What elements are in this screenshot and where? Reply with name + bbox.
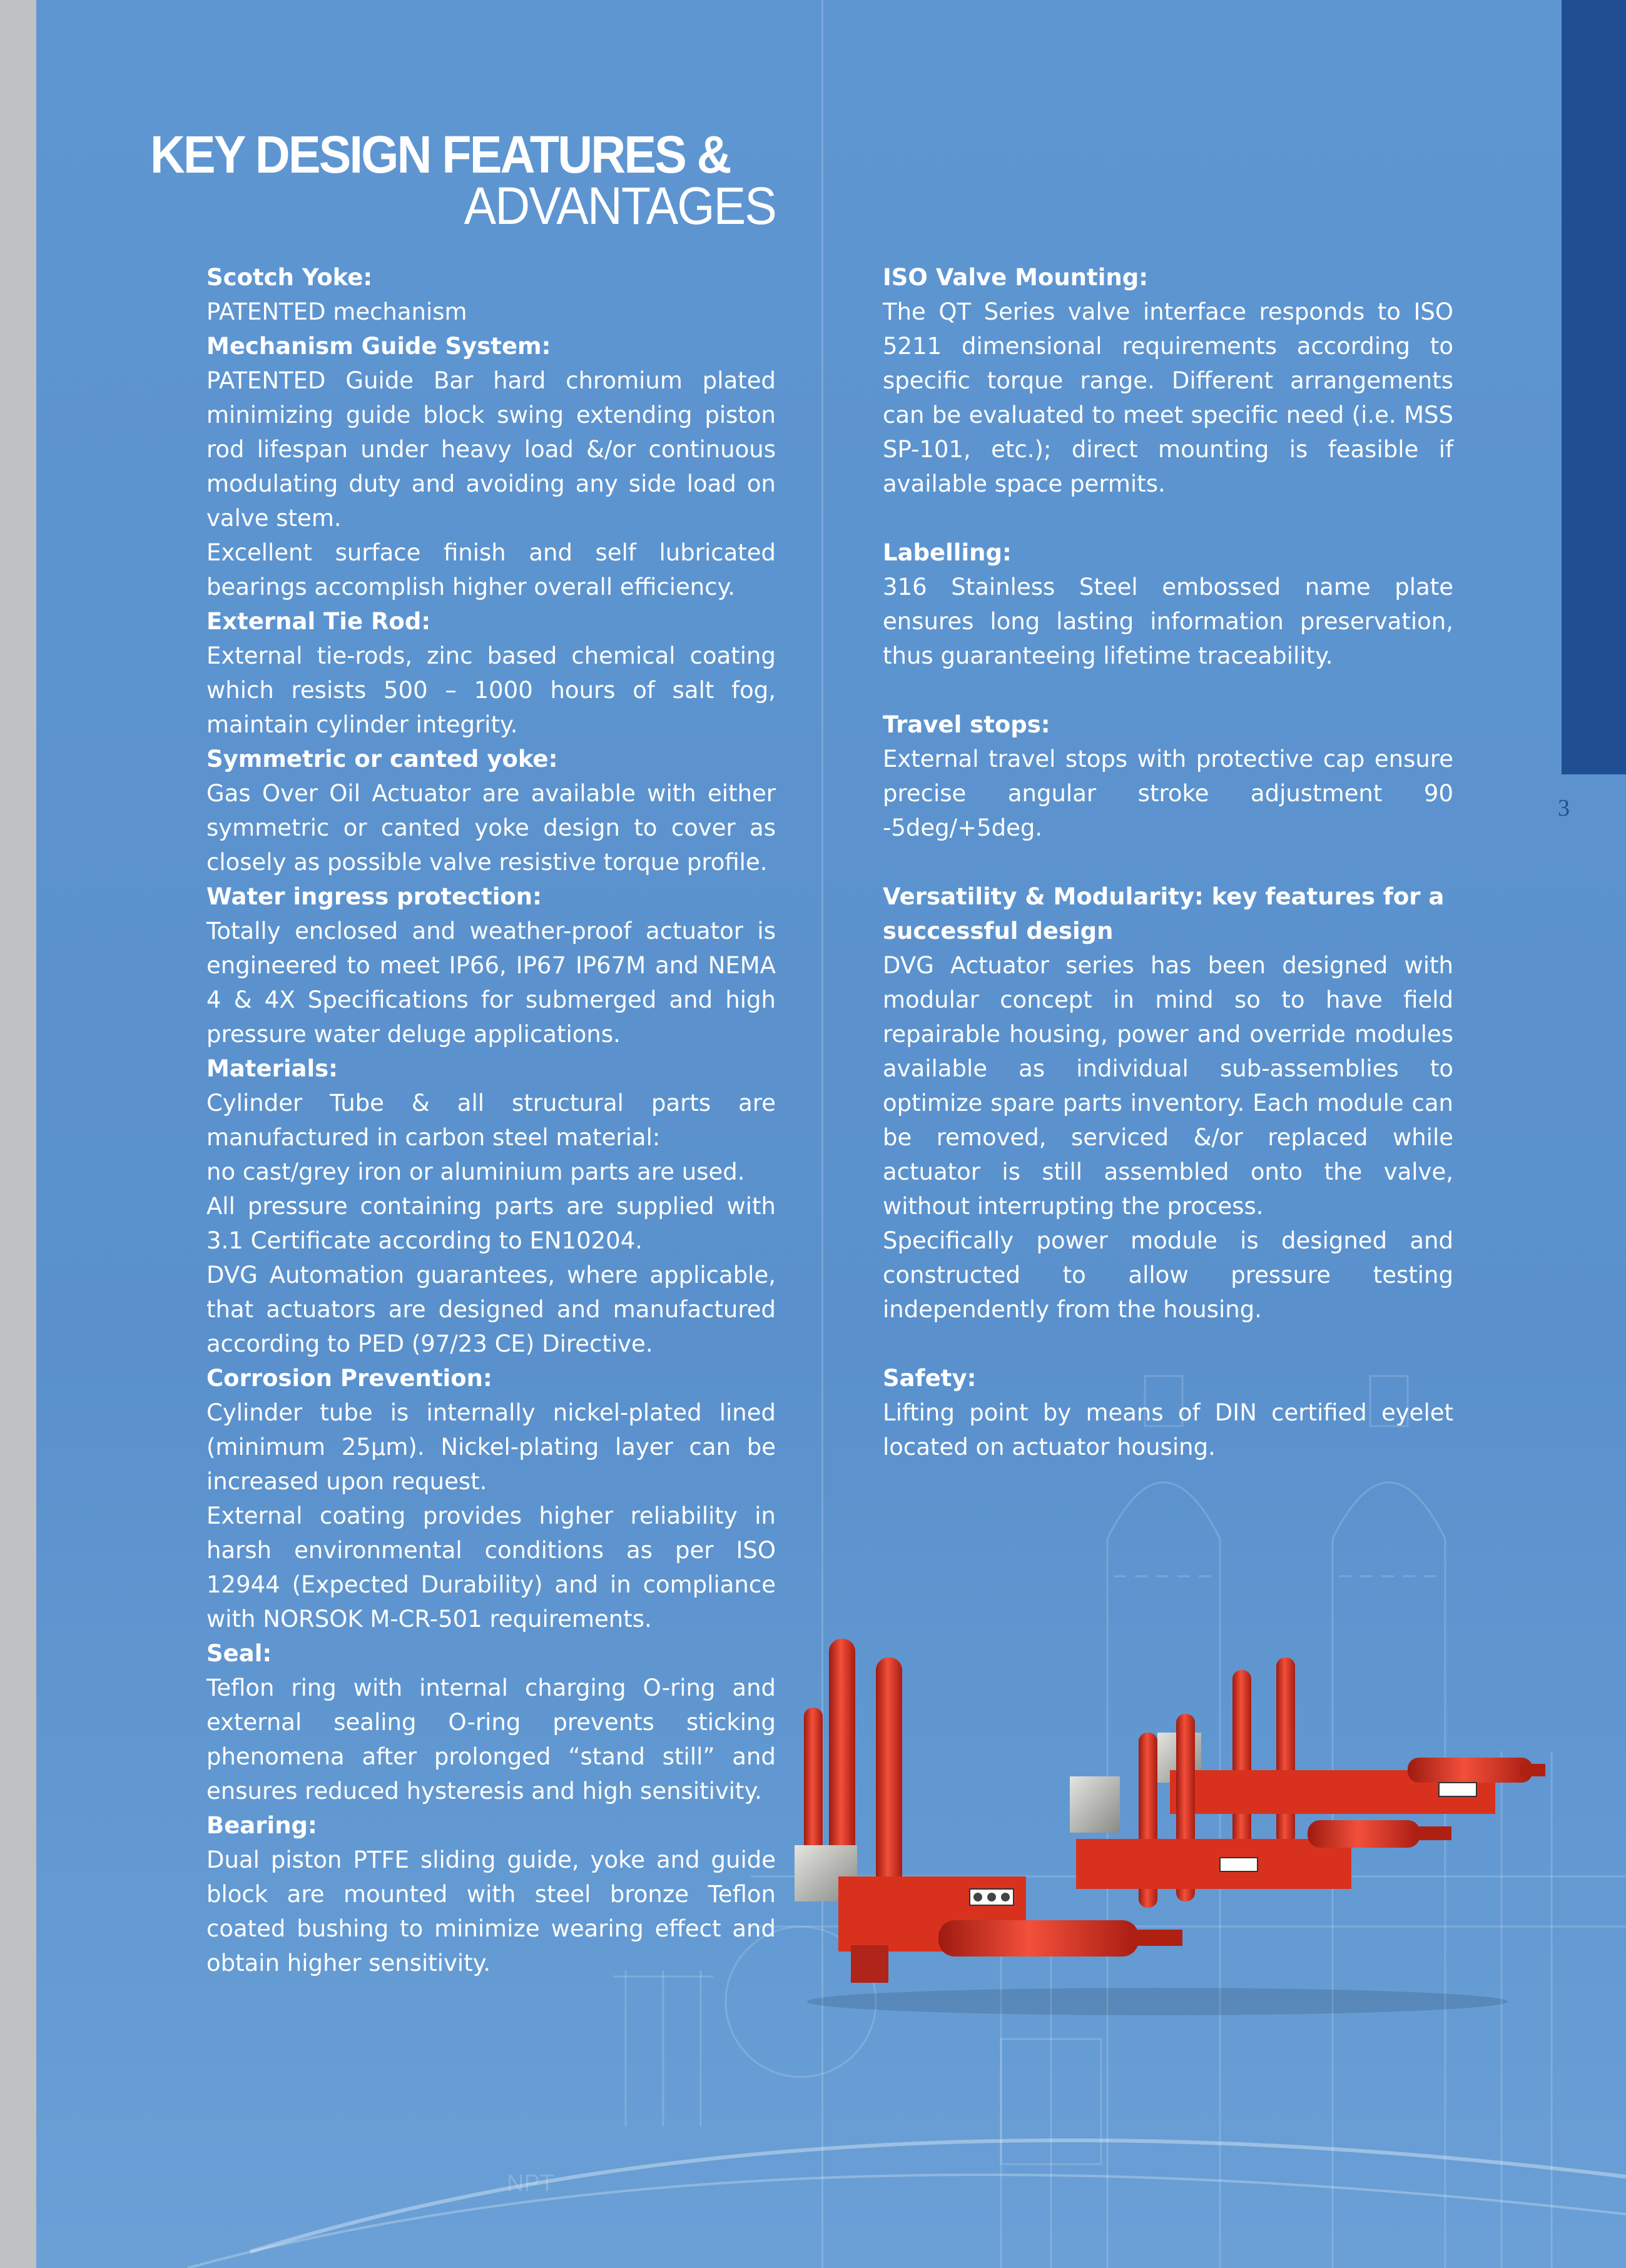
section-mechanism-guide-system xyxy=(206,329,776,604)
section-travel-stops xyxy=(883,707,1453,845)
section-paragraph: DVG Actuator series has been designed with modular concept in mind so to have field repairable housing, power and override modules available as individual sub-assemblies to optimize spare parts inventory. Each module can be removed, serviced &/or replaced while actuator is still assembled onto the valve, without interrupting the process. xyxy=(883,952,1453,1220)
section-corrosion-prevention xyxy=(206,1361,776,1636)
section-paragraph: Lifting point by means of DIN certified eyelet located on actuator housing. xyxy=(883,1399,1453,1461)
section-paragraph: External tie-rods, zinc based chemical coating which resists 500 – 1000 hours of salt fog, maintain cylinder integrity. xyxy=(206,642,776,738)
section-heading: Corrosion Prevention: xyxy=(206,1365,492,1392)
spacer xyxy=(883,673,1453,707)
section-heading: Travel stops: xyxy=(883,711,1050,738)
title-line-2: ADVANTAGES xyxy=(464,176,776,235)
section-paragraph: Dual piston PTFE sliding guide, yoke and guide block are mounted with steel bronze Teflon coated bushing to minimize wearing effect and obtain higher sensitivity. xyxy=(206,1846,776,1977)
right-column xyxy=(883,260,1453,1464)
section-heading: Materials: xyxy=(206,1055,338,1082)
section-materials xyxy=(206,1051,776,1361)
section-paragraph: Cylinder Tube & all structural parts are manufactured in carbon steel material: xyxy=(206,1090,776,1151)
right-accent-bar xyxy=(1562,0,1626,774)
actuator-product-image xyxy=(782,1614,1564,2027)
section-heading: Bearing: xyxy=(206,1812,317,1839)
section-paragraph: The QT Series valve interface responds to ISO 5211 dimensional requirements according to specific torque range. Different arrangements can be evaluated to meet specific need (i.e. MSS SP-101, etc.); direct mounting is feasible if available space permits. xyxy=(883,298,1453,497)
spacer xyxy=(883,501,1453,535)
section-water-ingress xyxy=(206,879,776,1051)
page-number: 3 xyxy=(1558,795,1570,821)
section-paragraph: Cylinder tube is internally nickel-plated lined (minimum 25µm). Nickel-plating layer can be increased upon request. xyxy=(206,1399,776,1495)
section-labelling xyxy=(883,535,1453,673)
section-heading: ISO Valve Mounting: xyxy=(883,264,1149,291)
background-label: NPT xyxy=(507,2170,554,2197)
section-safety xyxy=(883,1361,1453,1464)
left-column xyxy=(206,260,776,1980)
section-paragraph: Specifically power module is designed and constructed to allow pressure testing independently from the housing. xyxy=(883,1227,1453,1323)
section-heading: Mechanism Guide System: xyxy=(206,333,551,360)
section-external-tie-rod xyxy=(206,604,776,742)
spacer xyxy=(883,1327,1453,1361)
section-paragraph: no cast/grey iron or aluminium parts are used. xyxy=(206,1158,745,1185)
section-paragraph: PATENTED Guide Bar hard chromium plated minimizing guide block swing extending piston rod lifespan under heavy load &/or continuous modulating duty and avoiding any side load on valve stem. xyxy=(206,367,776,532)
section-paragraph: Excellent surface finish and self lubricated bearings accomplish higher overall efficiency. xyxy=(206,539,776,600)
section-seal xyxy=(206,1636,776,1808)
section-heading: External Tie Rod: xyxy=(206,608,431,635)
section-versatility-modularity xyxy=(883,879,1453,1327)
section-paragraph: 316 Stainless Steel embossed name plate ensures long lasting information preservation, thus guaranteeing lifetime traceability. xyxy=(883,574,1453,669)
section-heading: Scotch Yoke: xyxy=(206,264,373,291)
section-paragraph: DVG Automation guarantees, where applicable, that actuators are designed and manufactured according to PED (97/23 CE) Directive. xyxy=(206,1262,776,1357)
section-paragraph: All pressure containing parts are supplied with 3.1 Certificate according to EN10204. xyxy=(206,1193,776,1254)
section-symmetric-yoke xyxy=(206,742,776,879)
section-scotch-yoke xyxy=(206,260,776,329)
spacer xyxy=(883,845,1453,879)
section-paragraph: External coating provides higher reliability in harsh environmental conditions as per ISO 12944 (Expected Durability) and in compliance with NORSOK M-CR-501 requirements. xyxy=(206,1502,776,1633)
section-heading: Water ingress protection: xyxy=(206,883,542,910)
section-paragraph: Gas Over Oil Actuator are available with either symmetric or canted yoke design to cover as closely as possible valve resistive torque profile. xyxy=(206,780,776,876)
page-title xyxy=(150,125,776,235)
section-heading: Symmetric or canted yoke: xyxy=(206,746,558,772)
section-iso-valve-mounting xyxy=(883,260,1453,501)
section-paragraph: PATENTED mechanism xyxy=(206,298,467,325)
section-paragraph: Teflon ring with internal charging O-ring and external sealing O-ring prevents sticking phenomena after prolonged “stand still” and ensures reduced hysteresis and high sensitivity. xyxy=(206,1674,776,1805)
section-heading: Labelling: xyxy=(883,539,1012,566)
section-heading: Versatility & Modularity: key features for a successful design xyxy=(883,883,1445,944)
section-bearing xyxy=(206,1808,776,1980)
title-line-1: KEY DESIGN FEATURES & xyxy=(150,125,730,184)
section-paragraph: Totally enclosed and weather-proof actuator is engineered to meet IP66, IP67 IP67M and NEMA 4 & 4X Specifications for submerged and high pressure water deluge applications. xyxy=(206,918,776,1048)
section-heading: Safety: xyxy=(883,1365,977,1392)
section-heading: Seal: xyxy=(206,1640,272,1667)
section-paragraph: External travel stops with protective cap ensure precise angular stroke adjustment 90 -5deg/+5deg. xyxy=(883,746,1453,841)
